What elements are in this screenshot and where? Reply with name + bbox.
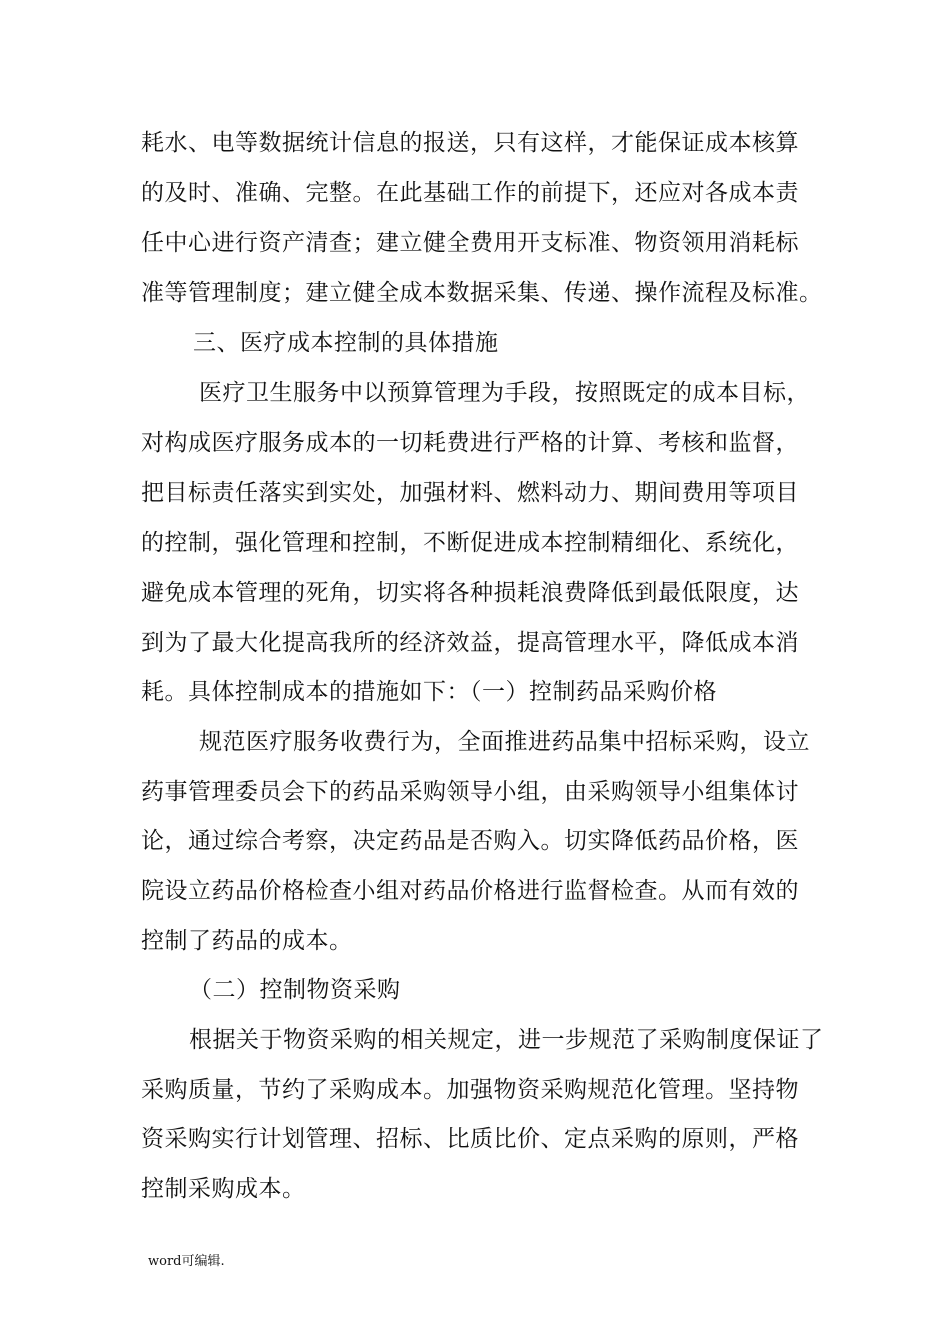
body-text-line: 规范医疗服务收费行为，全面推进药品集中招标采购，设立: [199, 729, 810, 755]
subsection-heading: （二）控制物资采购: [189, 977, 401, 1003]
body-text-line: 准等管理制度；建立健全成本数据采集、传递、操作流程及标准。: [141, 280, 823, 306]
body-text-line: 资采购实行计划管理、招标、比质比价、定点采购的原则，严格: [141, 1126, 799, 1152]
body-text-line: 根据关于物资采购的相关规定，进一步规范了采购制度保证了: [189, 1027, 824, 1053]
body-text-line: 控制了药品的成本。: [141, 928, 353, 954]
body-text-line: 避免成本管理的死角，切实将各种损耗浪费降低到最低限度，达: [141, 580, 799, 606]
body-text-line: 论，通过综合考察，决定药品是否购入。切实降低药品价格，医: [141, 828, 799, 854]
body-text-line: 把目标责任落实到实处，加强材料、燃料动力、期间费用等项目: [141, 480, 799, 506]
body-text-line: 控制采购成本。: [141, 1176, 306, 1202]
body-text-line: 耗水、电等数据统计信息的报送，只有这样，才能保证成本核算: [141, 130, 799, 156]
body-text-line: 采购质量，节约了采购成本。加强物资采购规范化管理。坚持物: [141, 1077, 799, 1103]
body-text-line: 院设立药品价格检查小组对药品价格进行监督检查。从而有效的: [141, 878, 799, 904]
body-text-line: 对构成医疗服务成本的一切耗费进行严格的计算、考核和监督，: [141, 430, 799, 456]
body-text-line: 到为了最大化提高我所的经济效益，提高管理水平，降低成本消: [141, 630, 799, 656]
body-text-line: 医疗卫生服务中以预算管理为手段，按照既定的成本目标，: [199, 380, 810, 406]
body-text-line: 耗。具体控制成本的措施如下：（一）控制药品采购价格: [141, 679, 717, 705]
page-footer: word可编辑.: [148, 1254, 225, 1269]
body-text-line: 的控制，强化管理和控制，不断促进成本控制精细化、系统化，: [141, 530, 799, 556]
body-text-line: 药事管理委员会下的药品采购领导小组，由采购领导小组集体讨: [141, 779, 799, 805]
section-heading: 三、医疗成本控制的具体措施: [193, 330, 499, 356]
body-text-line: 的及时、准确、完整。在此基础工作的前提下，还应对各成本责: [141, 180, 799, 206]
body-text-line: 任中心进行资产清查；建立健全费用开支标准、物资领用消耗标: [141, 230, 799, 256]
